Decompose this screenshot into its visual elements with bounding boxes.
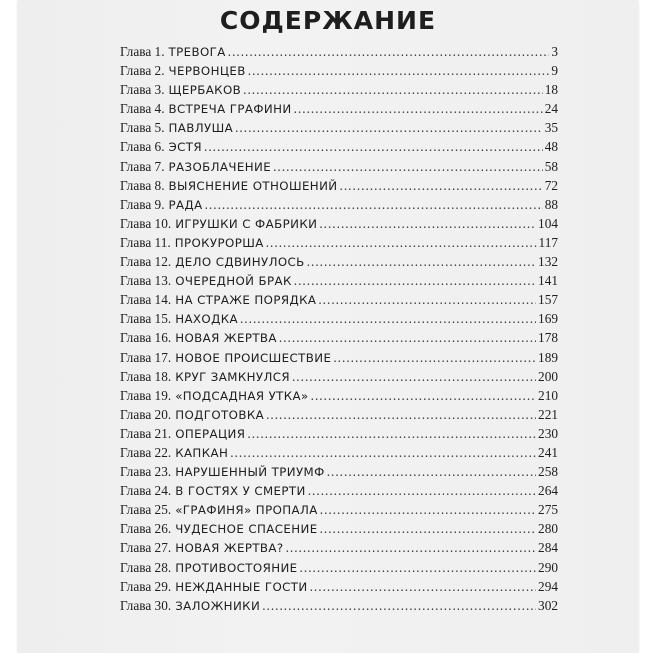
dot-leader bbox=[240, 311, 536, 327]
dot-leader bbox=[247, 426, 536, 442]
toc-entry bbox=[120, 388, 558, 407]
book-page bbox=[18, 0, 638, 653]
chapter-number: Глава 2. bbox=[120, 63, 165, 79]
chapter-number: Глава 16. bbox=[120, 330, 172, 346]
toc-entry bbox=[120, 311, 558, 330]
page-number: 189 bbox=[538, 349, 558, 365]
page-number: 24 bbox=[544, 101, 558, 117]
chapter-title: ВЫЯСНЕНИЕ ОТНОШЕНИЙ bbox=[168, 178, 338, 193]
toc-entry bbox=[120, 521, 558, 540]
dot-leader bbox=[228, 44, 550, 60]
chapter-title: КРУГ ЗАМКНУЛСЯ bbox=[175, 369, 290, 384]
chapter-title: ТРЕВОГА bbox=[168, 45, 226, 59]
chapter-title: РАЗОБЛАЧЕНИЕ bbox=[168, 159, 272, 174]
dot-leader bbox=[308, 483, 536, 499]
chapter-title: ДЕЛО СДВИНУЛОСЬ bbox=[175, 255, 305, 270]
toc-entry bbox=[120, 445, 558, 464]
chapter-title: НЕЖДАННЫЕ ГОСТИ bbox=[175, 579, 308, 594]
dot-leader bbox=[310, 579, 536, 595]
toc-entry bbox=[120, 216, 558, 235]
chapter-number: Глава 1. bbox=[120, 44, 165, 59]
toc-entry bbox=[120, 483, 558, 502]
page-number: 141 bbox=[538, 273, 558, 289]
chapter-title: ПРОТИВОСТОЯНИЕ bbox=[175, 560, 298, 575]
chapter-number: Глава 23. bbox=[120, 464, 172, 480]
page-number: 58 bbox=[544, 158, 558, 174]
chapter-number: Глава 18. bbox=[120, 368, 172, 384]
chapter-number: Глава 28. bbox=[120, 559, 172, 575]
chapter-title: В ГОСТЯХ У СМЕРТИ bbox=[175, 484, 306, 499]
toc-entry bbox=[120, 197, 558, 216]
page-number: 117 bbox=[538, 234, 558, 250]
page-number: 264 bbox=[538, 483, 558, 499]
chapter-title: «ГРАФИНЯ» ПРОПАЛА bbox=[175, 503, 318, 518]
toc-entry bbox=[120, 426, 558, 445]
chapter-number: Глава 27. bbox=[120, 540, 172, 556]
page-number: 88 bbox=[544, 196, 558, 212]
toc-entry bbox=[120, 464, 558, 483]
chapter-number: Глава 25. bbox=[120, 502, 172, 518]
chapter-number: Глава 6. bbox=[120, 139, 165, 155]
chapter-number: Глава 7. bbox=[120, 158, 165, 174]
chapter-title: НОВАЯ ЖЕРТВА? bbox=[175, 541, 284, 556]
chapter-title: ПАВЛУША bbox=[168, 121, 234, 136]
dot-leader bbox=[320, 502, 536, 518]
dot-leader bbox=[340, 178, 543, 194]
toc-entry bbox=[120, 235, 558, 254]
chapter-number: Глава 8. bbox=[120, 177, 165, 193]
dot-leader bbox=[230, 445, 536, 461]
toc-entry bbox=[120, 598, 558, 617]
chapter-number: Глава 5. bbox=[120, 120, 165, 136]
toc-entry bbox=[120, 502, 558, 521]
dot-leader bbox=[248, 63, 550, 79]
page-number: 210 bbox=[538, 387, 558, 403]
table-of-contents bbox=[120, 44, 558, 617]
chapter-title: РАДА bbox=[168, 197, 203, 212]
dot-leader bbox=[204, 139, 543, 155]
chapter-number: Глава 13. bbox=[120, 273, 172, 289]
dot-leader bbox=[294, 273, 536, 289]
toc-entry bbox=[120, 254, 558, 273]
page-number: 104 bbox=[538, 215, 558, 231]
chapter-number: Глава 24. bbox=[120, 483, 172, 499]
chapter-title: НАРУШЕННЫЙ ТРИУМФ bbox=[175, 465, 325, 480]
chapter-number: Глава 29. bbox=[120, 578, 172, 594]
page-number: 290 bbox=[538, 559, 558, 575]
dot-leader bbox=[273, 159, 543, 175]
page-number: 284 bbox=[538, 540, 558, 556]
page-number: 241 bbox=[538, 444, 558, 460]
dot-leader bbox=[307, 254, 536, 270]
toc-entry bbox=[120, 101, 558, 120]
dot-leader bbox=[292, 369, 536, 385]
dot-leader bbox=[235, 120, 543, 136]
toc-entry bbox=[120, 159, 558, 178]
chapter-number: Глава 22. bbox=[120, 444, 172, 460]
chapter-title: ЩЕРБАКОВ bbox=[168, 83, 242, 98]
chapter-number: Глава 4. bbox=[120, 101, 165, 117]
toc-entry bbox=[120, 292, 558, 311]
page-number: 230 bbox=[538, 425, 558, 441]
page-number: 3 bbox=[551, 44, 558, 59]
dot-leader bbox=[243, 82, 543, 98]
page-number: 132 bbox=[538, 254, 558, 270]
page-number: 157 bbox=[538, 292, 558, 308]
chapter-title: ИГРУШКИ С ФАБРИКИ bbox=[175, 216, 318, 231]
toc-entry bbox=[120, 120, 558, 139]
dot-leader bbox=[333, 350, 536, 366]
page-number: 169 bbox=[538, 311, 558, 327]
page-number: 72 bbox=[544, 177, 558, 193]
toc-entry bbox=[120, 560, 558, 579]
page-number: 9 bbox=[551, 63, 558, 79]
page-number: 35 bbox=[544, 120, 558, 136]
page-number: 280 bbox=[538, 521, 558, 537]
dot-leader bbox=[262, 598, 536, 614]
chapter-number: Глава 26. bbox=[120, 521, 172, 537]
toc-entry bbox=[120, 273, 558, 292]
dot-leader bbox=[300, 560, 537, 576]
chapter-title: КАПКАН bbox=[175, 445, 229, 460]
chapter-number: Глава 11. bbox=[120, 234, 171, 250]
page-number: 178 bbox=[538, 330, 558, 346]
chapter-number: Глава 12. bbox=[120, 254, 172, 270]
dot-leader bbox=[327, 464, 536, 480]
chapter-title: ЭСТЯ bbox=[168, 140, 203, 155]
dot-leader bbox=[319, 216, 536, 232]
toc-entry bbox=[120, 369, 558, 388]
chapter-title: ОПЕРАЦИЯ bbox=[175, 426, 246, 441]
dot-leader bbox=[320, 521, 536, 537]
toc-entry bbox=[120, 82, 558, 101]
page-number: 221 bbox=[538, 406, 558, 422]
chapter-title: НОВОЕ ПРОИСШЕСТВИЕ bbox=[175, 350, 332, 365]
dot-leader bbox=[266, 407, 536, 423]
chapter-title: ЧУДЕСНОЕ СПАСЕНИЕ bbox=[175, 522, 318, 537]
chapter-number: Глава 17. bbox=[120, 349, 172, 365]
chapter-title: НА СТРАЖЕ ПОРЯДКА bbox=[175, 293, 317, 308]
page-number: 302 bbox=[538, 597, 558, 613]
page-number: 275 bbox=[538, 502, 558, 518]
toc-entry bbox=[120, 350, 558, 369]
dot-leader bbox=[294, 101, 543, 117]
toc-entry bbox=[120, 407, 558, 426]
page-number: 294 bbox=[538, 578, 558, 594]
chapter-number: Глава 3. bbox=[120, 82, 165, 98]
page-number: 18 bbox=[544, 82, 558, 98]
chapter-number: Глава 19. bbox=[120, 387, 172, 403]
dot-leader bbox=[266, 235, 537, 251]
dot-leader bbox=[279, 330, 536, 346]
chapter-title: ЗАЛОЖНИКИ bbox=[175, 598, 261, 613]
toc-entry bbox=[120, 540, 558, 559]
chapter-number: Глава 20. bbox=[120, 406, 172, 422]
chapter-title: ПОДГОТОВКА bbox=[175, 407, 265, 422]
chapter-number: Глава 9. bbox=[120, 196, 165, 212]
chapter-title: «ПОДСАДНАЯ УТКА» bbox=[175, 388, 309, 403]
chapter-number: Глава 21. bbox=[120, 425, 172, 441]
chapter-title: ВСТРЕЧА ГРАФИНИ bbox=[168, 102, 292, 117]
page-number: 48 bbox=[544, 139, 558, 155]
chapter-title: ЧЕРВОНЦЕВ bbox=[168, 64, 246, 79]
chapter-number: Глава 10. bbox=[120, 215, 172, 231]
chapter-number: Глава 14. bbox=[120, 292, 172, 308]
toc-entry bbox=[120, 44, 558, 63]
toc-entry bbox=[120, 178, 558, 197]
chapter-title: НОВАЯ ЖЕРТВА bbox=[175, 331, 277, 346]
chapter-title: НАХОДКА bbox=[175, 312, 238, 327]
toc-entry bbox=[120, 63, 558, 82]
toc-entry bbox=[120, 579, 558, 598]
toc-entry bbox=[120, 330, 558, 349]
toc-entry bbox=[120, 139, 558, 158]
chapter-title: ОЧЕРЕДНОЙ БРАК bbox=[175, 274, 292, 289]
dot-leader bbox=[205, 197, 543, 213]
dot-leader bbox=[318, 292, 536, 308]
chapter-title: ПРОКУРОРША bbox=[174, 235, 264, 250]
page-title: СОДЕРЖАНИЕ bbox=[219, 6, 437, 35]
dot-leader bbox=[286, 540, 536, 556]
page-number: 200 bbox=[538, 368, 558, 384]
page-number: 258 bbox=[538, 464, 558, 480]
dot-leader bbox=[311, 388, 536, 404]
chapter-number: Глава 30. bbox=[120, 597, 172, 613]
chapter-number: Глава 15. bbox=[120, 311, 172, 327]
